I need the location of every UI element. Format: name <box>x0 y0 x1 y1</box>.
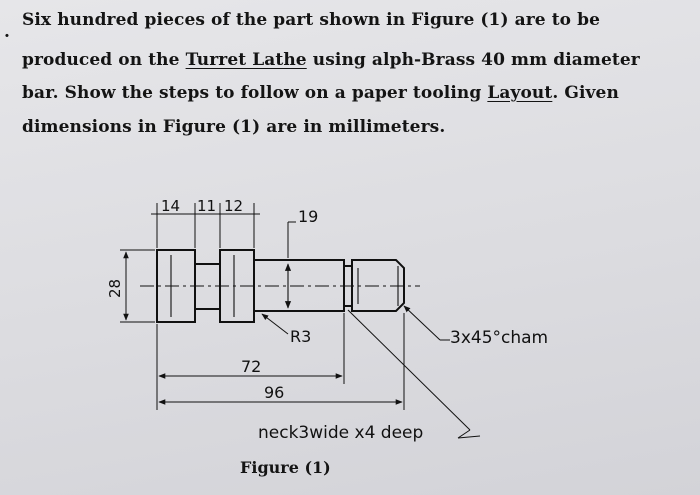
dim-12: 12 <box>224 197 244 215</box>
question-line-3: bar. Show the steps to follow on a paper tooling Layout. Given <box>22 83 619 103</box>
chamfer-leader <box>404 306 450 340</box>
figure-caption: Figure (1) <box>240 458 331 477</box>
dim-neck: neck3wide x4 deep <box>258 423 424 443</box>
layout-underlined: Layout <box>487 83 553 103</box>
question-line-2: produced on the Turret Lathe using alph-Brass 40 mm diameter <box>22 50 640 70</box>
turret-lathe-underlined: Turret Lathe <box>185 50 307 70</box>
bullet: . <box>4 22 10 42</box>
dim-r3: R3 <box>290 327 312 346</box>
dim-28: 28 <box>106 278 124 298</box>
r3-leader <box>262 314 288 334</box>
dim-chamfer: 3x45°cham <box>450 328 549 348</box>
question-line-4: dimensions in Figure (1) are in millimeters. <box>22 117 446 137</box>
dim-96: 96 <box>264 383 285 402</box>
dim-19: 19 <box>298 207 319 226</box>
dim-11: 11 <box>197 197 217 215</box>
dim-72: 72 <box>241 357 262 376</box>
dim-14: 14 <box>161 197 181 215</box>
question-line-1: Six hundred pieces of the part shown in Figure (1) are to be <box>22 10 601 30</box>
